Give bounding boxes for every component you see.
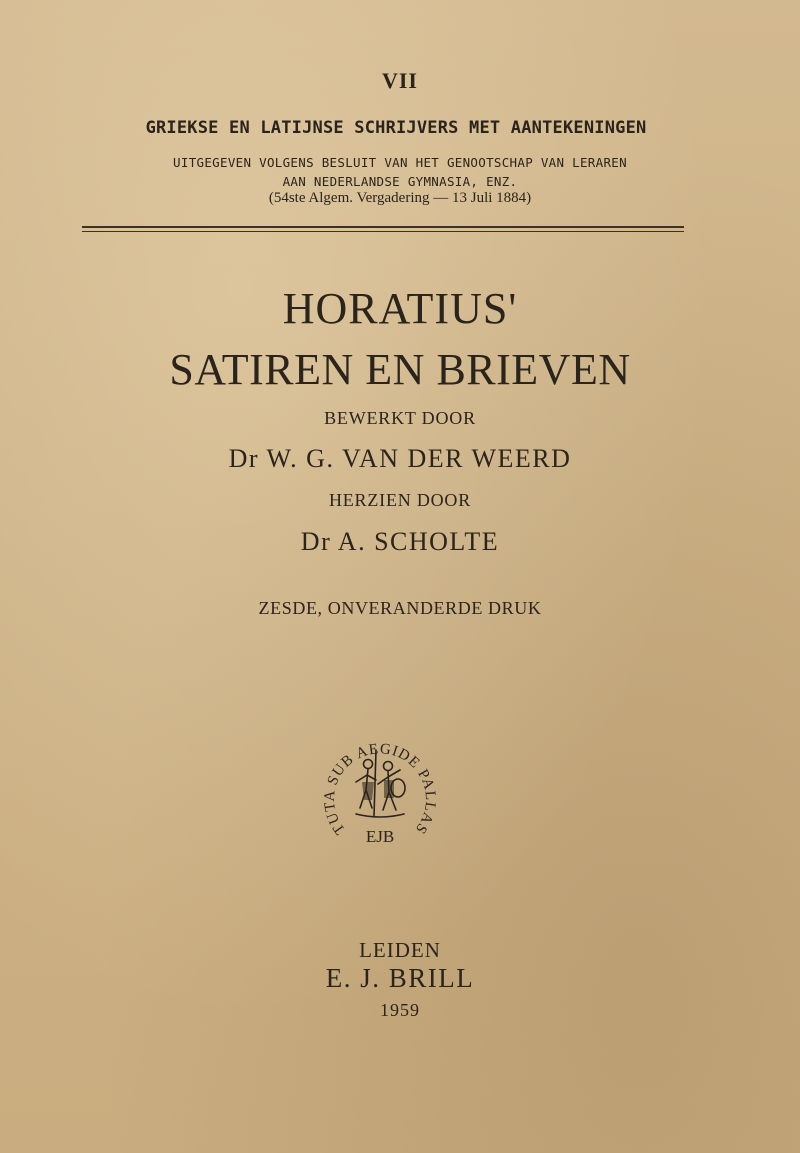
imprint-city: LEIDEN <box>359 938 441 962</box>
book-title-line-2: SATIREN EN BRIEVEN <box>169 345 631 394</box>
editor-name: Dr W. G. VAN DER WEERD <box>228 444 572 473</box>
header-rule-thick <box>82 226 684 228</box>
edition-statement: ZESDE, ONVERANDERDE DRUK <box>258 598 542 618</box>
imprint-year: 1959 <box>380 1000 420 1020</box>
book-title-line-1: HORATIUS' <box>282 284 518 333</box>
reviser-role: HERZIEN DOOR <box>328 490 472 510</box>
emblem-motto: TUTA SUB AEGIDE PALLAS <box>321 741 439 838</box>
header-rule-thin <box>82 231 684 232</box>
publisher-line-1: UITGEGEVEN VOLGENS BESLUIT VAN HET GENOOTSCHAP VAN LERAREN <box>173 155 627 170</box>
reviser-name: Dr A. SCHOLTE <box>300 527 500 556</box>
emblem-monogram: EJB <box>365 827 395 846</box>
series-number: VII <box>381 68 418 93</box>
imprint-publisher: E. J. BRILL <box>325 963 475 993</box>
pallas-athena-printer-device-icon <box>310 720 450 860</box>
series-title: GRIEKSE EN LATIJNSE SCHRIJVERS MET AANTEKENINGEN <box>145 118 647 138</box>
editor-role: BEWERKT DOOR <box>324 408 476 428</box>
publisher-line-3: (54ste Algem. Vergadering — 13 Juli 1884) <box>268 190 532 206</box>
publisher-line-2: AAN NEDERLANDSE GYMNASIA, ENZ. <box>282 174 518 189</box>
svg-text:TUTA SUB AEGIDE PALLAS <box>322 741 438 837</box>
